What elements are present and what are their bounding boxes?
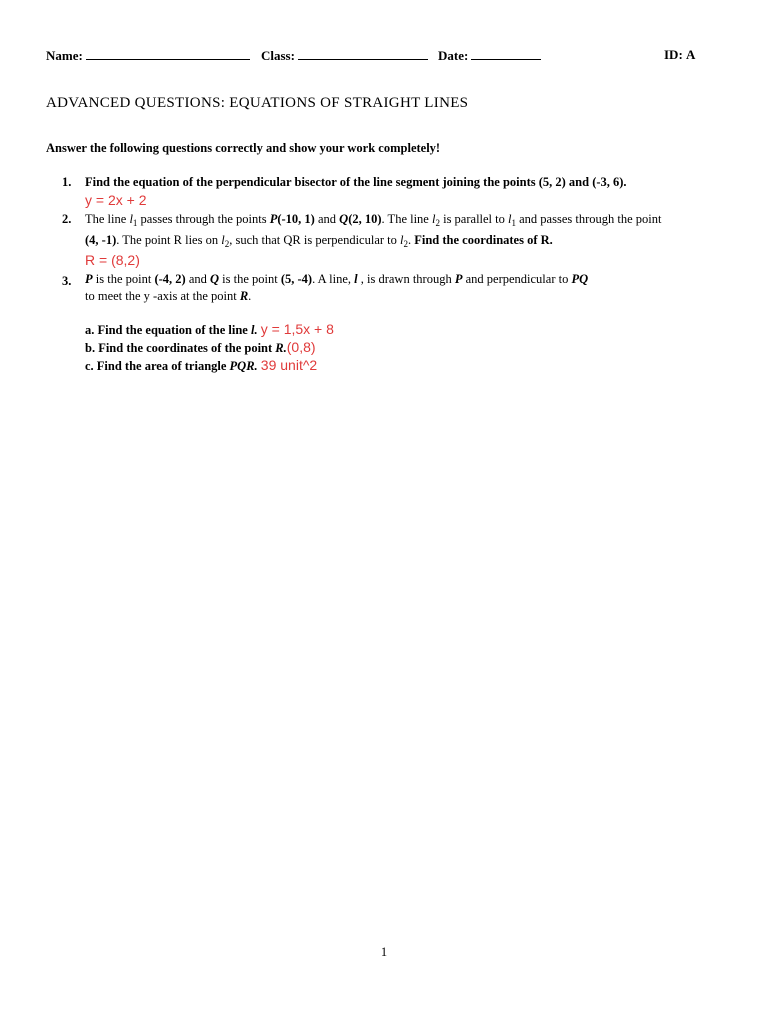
worksheet-title: ADVANCED QUESTIONS: EQUATIONS OF STRAIGHT LINES <box>46 95 469 111</box>
answer-1: y = 2x + 2 <box>85 192 147 208</box>
question-3c: c. Find the area of triangle PQR. 39 unit^2 <box>85 357 318 373</box>
instructions: Answer the following questions correctly and show your work completely! <box>46 141 441 155</box>
question-2-text: The line $l_1$ passes through the points P(-10, 1) and Q(2, 10). The line $l_2$ is parallel to $l_1$ and passes through the point (4, -1). The point R lies on $l_2$, such that QR is perpendicular to $l_2$. Find the coordinates of R. R = (8,2) <box>85 209 725 270</box>
date-field: Date: <box>438 47 541 64</box>
answer-3a: y = 1,5x + 8 <box>260 321 334 337</box>
class-field: Class: <box>261 47 428 64</box>
page-number: 1 <box>380 945 388 959</box>
question-3a: a. Find the equation of the line l. y = 1,5x + 8 <box>85 321 334 337</box>
class-blank <box>298 47 428 60</box>
name-field: Name: <box>46 47 250 64</box>
date-blank <box>471 47 541 60</box>
name-blank <box>86 47 250 60</box>
question-1-text: Find the equation of the perpendicular bisector of the line segment joining the points (5, 2) and (-3, 6). <box>85 175 627 189</box>
id-field: ID: A <box>664 47 696 62</box>
answer-3b: (0,8) <box>286 339 316 355</box>
answer-2: R = (8,2) <box>85 252 140 268</box>
question-3-text: P is the point (-4, 2) and Q is the point (5, -4). A line, l , is drawn through P and perpendicular to PQ to meet the y -axis at the point R. <box>85 272 589 303</box>
worksheet-page: Name: Class: Date: ID: A ADVANCED QUESTIONS: EQUATIONS OF STRAIGHT LINES Answer the following questions correctly and show your work completely! 1. Find the equation of the perpendicular bisector of the line segment joining the points (5, 2) and (-3, 6). y = 2x + 2 2. The line $l_1$ passes through the points P(-10, 1) and Q(2, 10). The line $l_2$ is parallel to $l_1$ and passes through the point (4, -1). The point R lies on $l_2$, such that QR is perpendicular to $l_2$. Find the coordinates of R. R = (8,2) 3. P is the point (-4, 2) and Q is the point (5, -4). A line, l , is drawn through P and perpendicular to PQ to meet the y -axis at the point R. a. Find the equation of the line l. y = 1,5x + 8 b. Find the coordinates of the point R.(0,8) c. Find the area of triangle PQR. 39 unit^2 1 <box>0 0 768 1024</box>
answer-3c: 39 unit^2 <box>260 357 318 373</box>
question-3b: b. Find the coordinates of the point R.(0,8) <box>85 339 316 355</box>
